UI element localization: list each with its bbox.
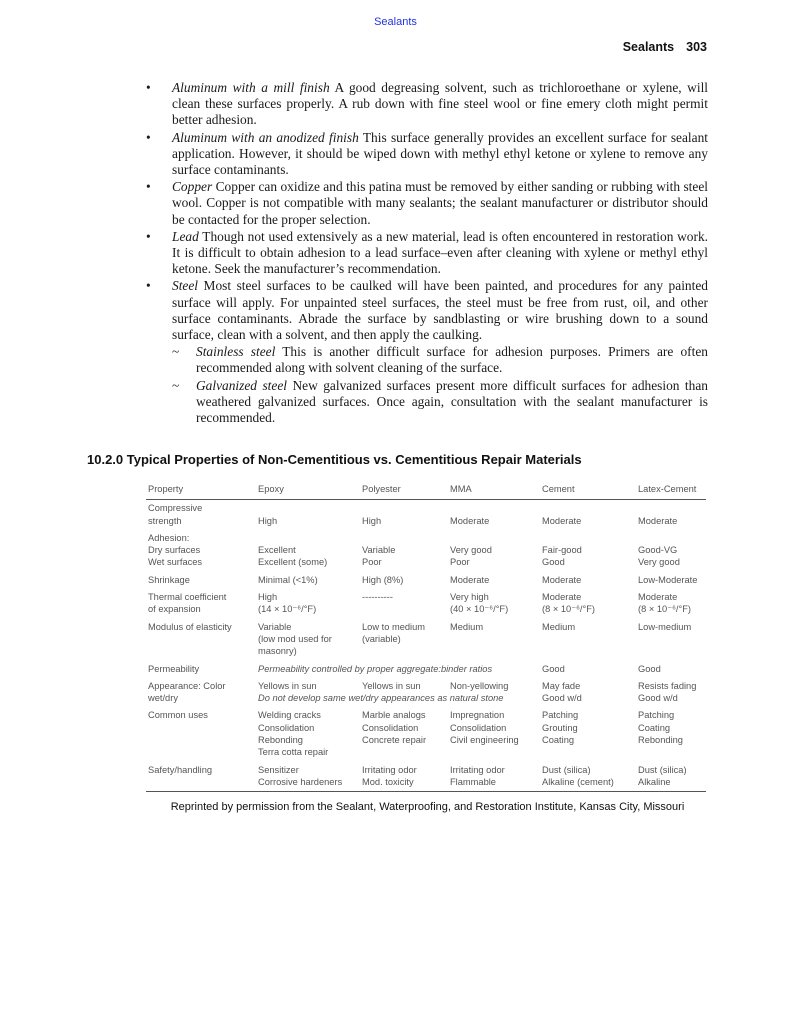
running-header (623, 40, 707, 54)
sub-bullet-stainless-steel (146, 344, 708, 376)
table-cell: Patching Grouting Coating (542, 710, 579, 746)
table-cell: Moderate (450, 574, 490, 585)
table-cell: Good (542, 663, 565, 674)
properties-table (146, 480, 706, 792)
table-cell-spanning: Do not develop same wet/dry appearances as natural stone (258, 693, 504, 704)
bullet-text: Copper can oxidize and this patina must be removed by either sanding or rubbing with steel wool. Copper is not compatible with many sealants; the sealant manufacturer or distributor should be contacted for the proper selection. (172, 179, 708, 227)
section-heading: 10.2.0 Typical Properties of Non-Cementitious vs. Cementitious Repair Materials (87, 452, 582, 467)
bullet-term: Steel (172, 278, 199, 294)
bullet-mark: • (146, 228, 151, 244)
bullet-text: This surface generally provides an excellent surface for sealant application. However, it should be wiped down with methyl ethyl ketone or xylene to remove any surface contaminants. (172, 129, 709, 178)
table-cell: Medium (542, 621, 576, 632)
table-cell: Adhesion: Dry surfaces Wet surfaces (148, 532, 203, 568)
sub-bullet-text: New galvanized surfaces present more difficult surfaces for adhesion than weathered galvanized surfaces. Once again, consultation with the sealant manufacturer is recommended. (196, 377, 708, 426)
table-cell: Modulus of elasticity (148, 621, 232, 632)
table-row-common-uses (146, 707, 706, 761)
table-cell: May fade Good w/d (542, 680, 582, 704)
table-cell: High (14 × 10⁻⁶/°F) (258, 592, 317, 615)
table-cell: Shrinkage (148, 574, 190, 585)
table-cell: Irritating odor Flammable (448, 762, 540, 792)
bullet-term: Aluminum with a mill finish (172, 80, 330, 95)
table-cell: Variable (low mod used for masonry) (258, 621, 332, 657)
column-header: Epoxy (256, 480, 360, 500)
sub-bullet-term: Stainless steel (196, 344, 276, 360)
table-cell: Permeability (148, 663, 200, 674)
table-cell: Welding cracks Consolidation Rebonding Terra cotta repair (258, 710, 329, 758)
table-cell: Impregnation Consolidation Civil engineering (450, 710, 519, 746)
table-row-thermal-coefficient (146, 589, 706, 619)
table-cell: Moderate (8 × 10⁻⁶/°F) (542, 592, 596, 615)
bullet-mark: • (146, 129, 151, 145)
bullet-text: Though not used extensively as a new material, lead is often encountered in restoration work. It is difficult to obtain adhesion to a lead surface–even after cleaning with xylene or methyl ethyl ketone. Seek the manufacturer’s recommendation. (172, 228, 708, 277)
table-cell: Compressive strength (148, 503, 203, 526)
table-cell: Good (638, 663, 661, 674)
table-row-appearance (146, 678, 706, 692)
table-cell: Irritating odor Mod. toxicity (360, 762, 448, 792)
table-cell: Yellows in sun (258, 680, 317, 691)
bullet-aluminum-mill (146, 80, 708, 129)
table-cell: Low to medium (variable) (362, 621, 426, 644)
page-number: 303 (686, 40, 707, 54)
bullet-mark: • (146, 179, 151, 195)
top-link-sealants[interactable]: Sealants (374, 16, 417, 28)
sub-bullet-mark: ~ (172, 344, 180, 360)
table-cell: Yellows in sun (362, 680, 421, 691)
table-cell: Low-Moderate (638, 574, 698, 585)
table-cell: Sensitizer Corrosive hardeners (256, 762, 360, 792)
column-header: Latex-Cement (636, 480, 706, 500)
bullet-lead (146, 229, 708, 278)
bullet-term: Aluminum with an anodized finish (172, 129, 359, 145)
table-cell: Non-yellowing (450, 680, 509, 691)
column-header: MMA (448, 480, 540, 500)
bullet-term: Lead (172, 228, 199, 244)
bullet-term: Copper (172, 179, 213, 195)
table-cell: Safety/handling (146, 762, 256, 792)
table-cell: ---------- (362, 592, 393, 603)
table-row-modulus (146, 619, 706, 661)
sub-bullet-galvanized-steel (146, 378, 708, 427)
bullet-aluminum-anodized (146, 130, 708, 179)
column-header: Cement (540, 480, 636, 500)
table-row-safety (146, 762, 706, 792)
sub-bullet-term: Galvanized steel (196, 377, 287, 393)
table-cell: Common uses (148, 710, 208, 721)
table-cell: Very good Poor (450, 545, 492, 568)
table-cell: Thermal coefficient of expansion (148, 592, 227, 615)
running-title: Sealants (622, 40, 675, 54)
column-header: Polyester (360, 480, 448, 500)
table-cell: Dust (silica) Alkaline (636, 762, 706, 792)
table-cell: High (8%) (362, 574, 404, 585)
column-header: Property (146, 480, 256, 500)
table-cell: Variable Poor (362, 545, 396, 568)
table-cell: Patching Coating Rebonding (638, 710, 683, 746)
table-cell: Good-VG Very good (638, 545, 680, 568)
table-cell-spanning: Permeability controlled by proper aggregate:binder ratios (258, 663, 493, 674)
sub-bullet-text: This is another difficult surface for adhesion purposes. Primers are often recommended along with solvent cleaning of the surface. (196, 344, 708, 376)
table-row-adhesion (146, 530, 706, 572)
table-cell: Moderate (8 × 10⁻⁶/°F) (638, 592, 692, 615)
table-cell: Medium (450, 621, 484, 632)
bullet-mark: • (146, 80, 151, 95)
bullet-mark: • (146, 278, 151, 294)
table-cell: Appearance: Color wet/dry (148, 680, 226, 704)
table-cell: Excellent Excellent (some) (258, 545, 328, 568)
table-cell: Marble analogs Consolidation Concrete repair (362, 710, 427, 746)
table-source-footnote: Reprinted by permission from the Sealant, Waterproofing, and Restoration Institute, Kansas City, Missouri (170, 801, 685, 813)
bullet-copper (146, 179, 708, 228)
bullet-steel (146, 278, 708, 343)
table-cell: Resists fading Good w/d (638, 680, 697, 704)
table-cell: Fair-good Good (542, 545, 582, 568)
table-cell: Moderate (450, 515, 490, 526)
bullet-text: A good degreasing solvent, such as trichloroethane or xylene, will clean these surfaces properly. A rub down with fine steel wool or fine emery cloth might permit better adhesion. (172, 80, 709, 128)
table-row-shrinkage (146, 572, 706, 589)
table-cell: High (362, 515, 382, 526)
table-cell: High (258, 515, 278, 526)
table-cell: Very high (40 × 10⁻⁶/°F) (450, 592, 509, 615)
table-row-permeability (146, 661, 706, 678)
table-cell: Moderate (638, 515, 678, 526)
table-cell: Dust (silica) Alkaline (cement) (540, 762, 636, 792)
table-cell: Minimal (<1%) (258, 574, 318, 585)
table-row-compressive-strength (146, 500, 706, 530)
table-cell: Low-medium (638, 621, 692, 632)
body-text (146, 80, 708, 427)
table-header-row (146, 480, 706, 500)
table-cell: Moderate (542, 574, 582, 585)
table-cell: Moderate (542, 515, 582, 526)
sub-bullet-mark: ~ (172, 377, 180, 393)
bullet-text: Most steel surfaces to be caulked will have been painted, and procedures for any painted surface will apply. For unpainted steel surfaces, the steel must be free from rust, oil, and other surface contaminants. Abrade the surface by sandblasting or wire brushing down to a sound surface, clean with a solvent, and then apply the caulking. (172, 278, 708, 343)
